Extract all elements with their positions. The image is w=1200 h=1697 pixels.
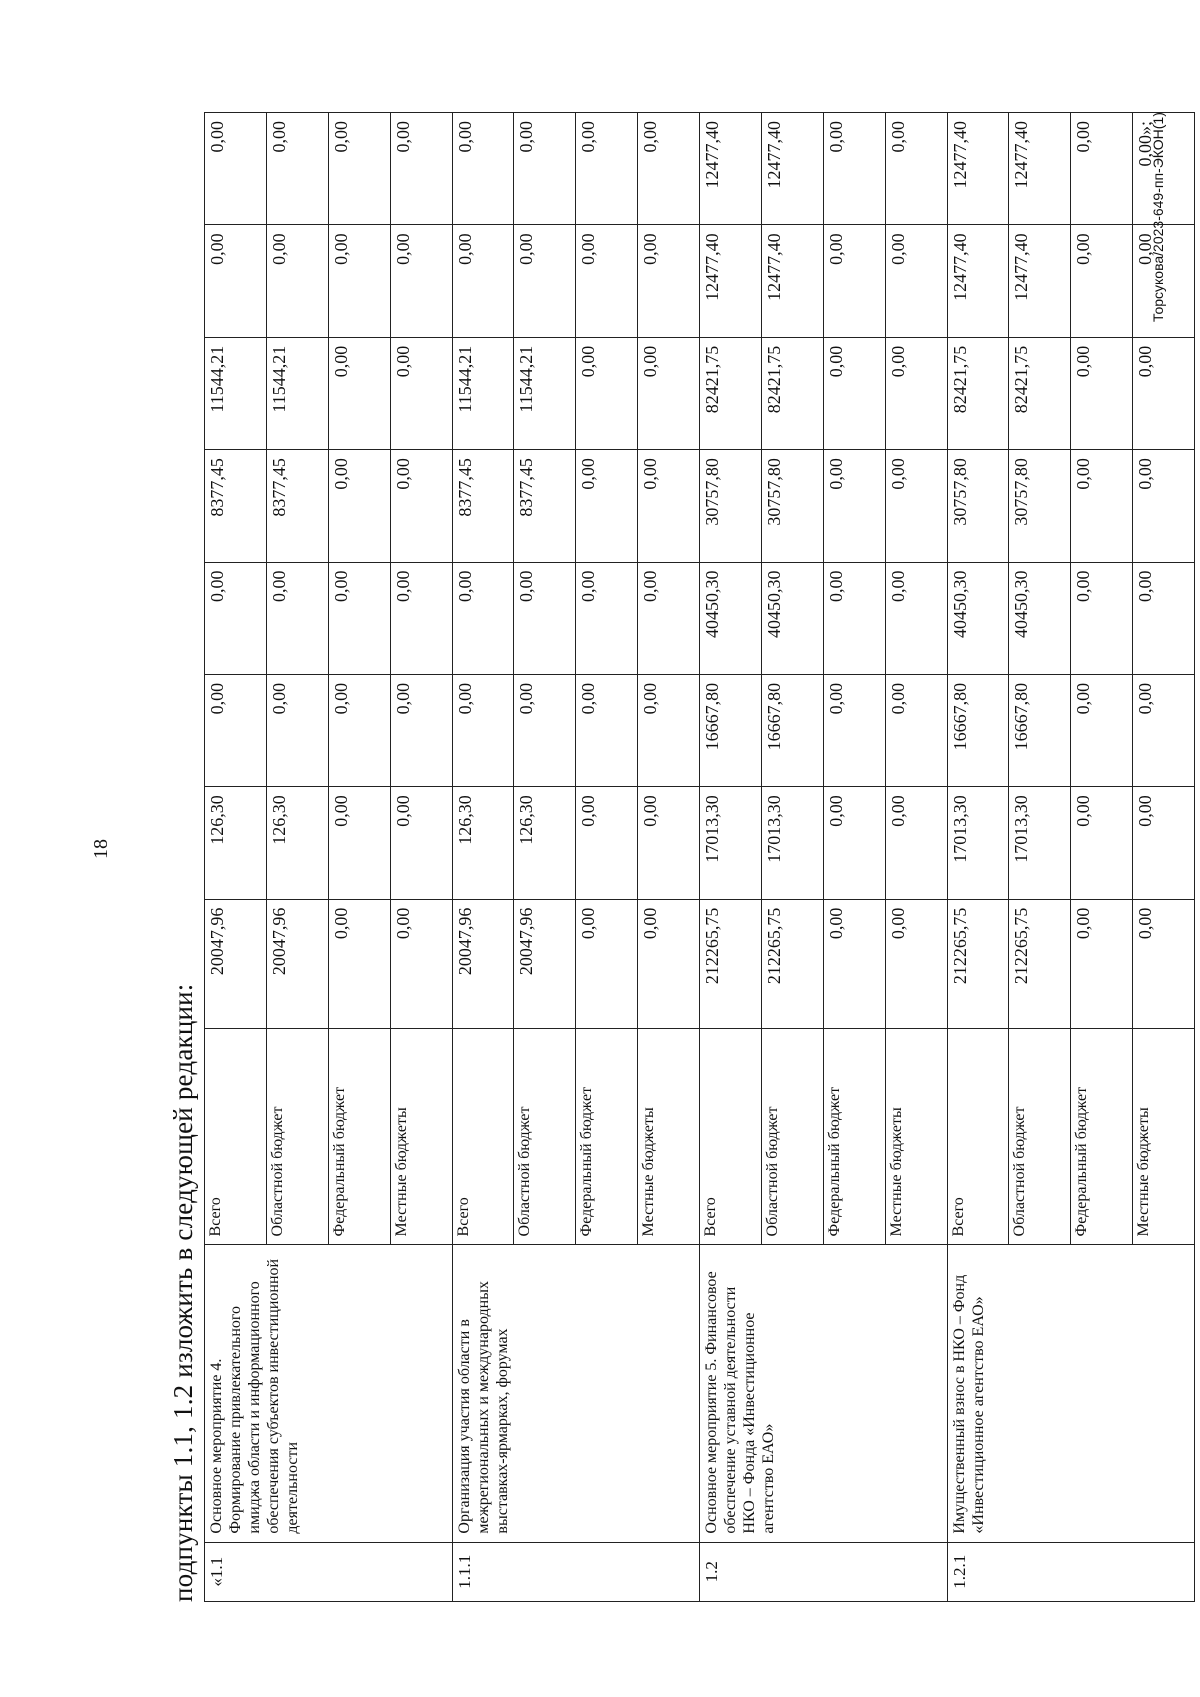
value-cell: 0,00 xyxy=(638,113,700,225)
value-cell: 16667,80 xyxy=(947,674,1009,786)
value-cell: 12477,40 xyxy=(947,113,1009,225)
value-cell: 82421,75 xyxy=(761,337,823,449)
row-number: 1.1.1 xyxy=(452,1542,700,1601)
value-cell: 212265,75 xyxy=(761,899,823,1029)
value-cell: 30757,80 xyxy=(1009,450,1071,562)
value-cell: 0,00 xyxy=(1071,337,1133,449)
value-cell: 0,00 xyxy=(576,899,638,1029)
table-row xyxy=(452,113,514,1602)
row-number: 1.2.1 xyxy=(947,1542,1195,1601)
row-number: 1.2 xyxy=(700,1542,948,1601)
value-cell: 0,00 xyxy=(205,674,267,786)
value-cell: 0,00 xyxy=(390,787,452,899)
value-cell: 0,00 xyxy=(205,225,267,337)
funding-source: Областной бюджет xyxy=(761,1029,823,1245)
value-cell: 0,00 xyxy=(885,337,947,449)
value-cell: 0,00»; xyxy=(1133,113,1195,225)
intro-text: подпункты 1.1, 1.2 изложить в следующей редакции: xyxy=(168,983,198,1602)
value-cell: 12477,40 xyxy=(761,113,823,225)
value-cell: 126,30 xyxy=(452,787,514,899)
value-cell: 16667,80 xyxy=(761,674,823,786)
activity-name: Имущественный взнос в НКО – Фонд «Инвестиционное агентство ЕАО» xyxy=(947,1245,1195,1542)
funding-source: Всего xyxy=(205,1029,267,1245)
value-cell: 0,00 xyxy=(638,899,700,1029)
value-cell: 0,00 xyxy=(1071,899,1133,1029)
value-cell: 8377,45 xyxy=(452,450,514,562)
value-cell: 0,00 xyxy=(823,450,885,562)
value-cell: 126,30 xyxy=(514,787,576,899)
value-cell: 40450,30 xyxy=(947,562,1009,674)
value-cell: 30757,80 xyxy=(700,450,762,562)
value-cell: 0,00 xyxy=(390,899,452,1029)
value-cell: 0,00 xyxy=(514,562,576,674)
value-cell: 17013,30 xyxy=(761,787,823,899)
value-cell: 17013,30 xyxy=(1009,787,1071,899)
value-cell: 12477,40 xyxy=(700,113,762,225)
value-cell: 0,00 xyxy=(885,899,947,1029)
value-cell: 0,00 xyxy=(514,225,576,337)
activity-name: Основное мероприятие 5. Финансовое обеспечение уставной деятельности НКО – Фонда «Инвестиционное агентство ЕАО» xyxy=(700,1245,948,1542)
value-cell: 0,00 xyxy=(1071,225,1133,337)
value-cell: 0,00 xyxy=(823,225,885,337)
value-cell: 0,00 xyxy=(266,225,328,337)
value-cell: 40450,30 xyxy=(761,562,823,674)
row-number: «1.1 xyxy=(205,1542,453,1601)
value-cell: 126,30 xyxy=(266,787,328,899)
page-number: 18 xyxy=(90,839,112,859)
table-row xyxy=(700,113,762,1602)
value-cell: 0,00 xyxy=(885,113,947,225)
value-cell: 0,00 xyxy=(1071,113,1133,225)
value-cell: 11544,21 xyxy=(266,337,328,449)
value-cell: 0,00 xyxy=(390,450,452,562)
value-cell: 11544,21 xyxy=(205,337,267,449)
value-cell: 0,00 xyxy=(452,225,514,337)
value-cell: 8377,45 xyxy=(266,450,328,562)
value-cell: 0,00 xyxy=(266,674,328,786)
table-row xyxy=(205,113,267,1602)
value-cell: 0,00 xyxy=(885,450,947,562)
value-cell: 0,00 xyxy=(638,674,700,786)
value-cell: 20047,96 xyxy=(452,899,514,1029)
value-cell: 82421,75 xyxy=(947,337,1009,449)
value-cell: 0,00 xyxy=(1133,337,1195,449)
value-cell: 0,00 xyxy=(1133,225,1195,337)
value-cell: 0,00 xyxy=(823,562,885,674)
funding-source: Местные бюджеты xyxy=(638,1029,700,1245)
value-cell: 0,00 xyxy=(1071,787,1133,899)
value-cell: 0,00 xyxy=(328,787,390,899)
value-cell: 0,00 xyxy=(205,113,267,225)
value-cell: 0,00 xyxy=(1133,674,1195,786)
value-cell: 20047,96 xyxy=(266,899,328,1029)
value-cell: 0,00 xyxy=(638,225,700,337)
footer-text: Торсукова/2023-649-пп-ЭКОН(1) xyxy=(1150,112,1166,322)
funding-source: Местные бюджеты xyxy=(1133,1029,1195,1245)
funding-source: Федеральный бюджет xyxy=(823,1029,885,1245)
value-cell: 0,00 xyxy=(823,674,885,786)
value-cell: 0,00 xyxy=(1133,787,1195,899)
value-cell: 12477,40 xyxy=(947,225,1009,337)
funding-source: Областной бюджет xyxy=(514,1029,576,1245)
value-cell: 8377,45 xyxy=(205,450,267,562)
value-cell: 0,00 xyxy=(390,674,452,786)
value-cell: 40450,30 xyxy=(700,562,762,674)
value-cell: 0,00 xyxy=(576,113,638,225)
value-cell: 0,00 xyxy=(328,450,390,562)
value-cell: 20047,96 xyxy=(514,899,576,1029)
value-cell: 40450,30 xyxy=(1009,562,1071,674)
value-cell: 0,00 xyxy=(1133,450,1195,562)
value-cell: 30757,80 xyxy=(761,450,823,562)
value-cell: 16667,80 xyxy=(700,674,762,786)
funding-source: Местные бюджеты xyxy=(885,1029,947,1245)
value-cell: 0,00 xyxy=(390,113,452,225)
value-cell: 8377,45 xyxy=(514,450,576,562)
value-cell: 0,00 xyxy=(1133,899,1195,1029)
value-cell: 0,00 xyxy=(885,787,947,899)
funding-source: Областной бюджет xyxy=(1009,1029,1071,1245)
value-cell: 11544,21 xyxy=(452,337,514,449)
value-cell: 0,00 xyxy=(638,337,700,449)
funding-source: Федеральный бюджет xyxy=(1071,1029,1133,1245)
budget-table xyxy=(204,112,1195,1602)
table-body xyxy=(205,113,1195,1602)
activity-name: Основное мероприятие 4. Формирование привлекательного имиджа области и информационного обеспечения субъектов инвестиционной деятельности xyxy=(205,1245,453,1542)
value-cell: 0,00 xyxy=(266,113,328,225)
value-cell: 0,00 xyxy=(885,674,947,786)
value-cell: 16667,80 xyxy=(1009,674,1071,786)
value-cell: 0,00 xyxy=(638,562,700,674)
value-cell: 0,00 xyxy=(638,450,700,562)
value-cell: 212265,75 xyxy=(947,899,1009,1029)
value-cell: 0,00 xyxy=(328,225,390,337)
value-cell: 0,00 xyxy=(576,337,638,449)
value-cell: 0,00 xyxy=(823,787,885,899)
funding-source: Всего xyxy=(947,1029,1009,1245)
value-cell: 0,00 xyxy=(390,562,452,674)
value-cell: 12477,40 xyxy=(700,225,762,337)
value-cell: 212265,75 xyxy=(700,899,762,1029)
value-cell: 0,00 xyxy=(328,899,390,1029)
value-cell: 0,00 xyxy=(823,899,885,1029)
value-cell: 0,00 xyxy=(328,113,390,225)
value-cell: 30757,80 xyxy=(947,450,1009,562)
funding-source: Федеральный бюджет xyxy=(576,1029,638,1245)
value-cell: 0,00 xyxy=(390,337,452,449)
value-cell: 0,00 xyxy=(452,113,514,225)
value-cell: 0,00 xyxy=(452,674,514,786)
value-cell: 20047,96 xyxy=(205,899,267,1029)
value-cell: 126,30 xyxy=(205,787,267,899)
value-cell: 0,00 xyxy=(885,225,947,337)
value-cell: 0,00 xyxy=(205,562,267,674)
value-cell: 0,00 xyxy=(390,225,452,337)
funding-source: Местные бюджеты xyxy=(390,1029,452,1245)
value-cell: 0,00 xyxy=(328,562,390,674)
value-cell: 82421,75 xyxy=(700,337,762,449)
value-cell: 0,00 xyxy=(1071,562,1133,674)
funding-source: Областной бюджет xyxy=(266,1029,328,1245)
value-cell: 17013,30 xyxy=(947,787,1009,899)
value-cell: 12477,40 xyxy=(1009,113,1071,225)
value-cell: 0,00 xyxy=(576,787,638,899)
value-cell: 0,00 xyxy=(823,113,885,225)
value-cell: 11544,21 xyxy=(514,337,576,449)
value-cell: 0,00 xyxy=(514,674,576,786)
value-cell: 82421,75 xyxy=(1009,337,1071,449)
value-cell: 212265,75 xyxy=(1009,899,1071,1029)
value-cell: 0,00 xyxy=(514,113,576,225)
value-cell: 17013,30 xyxy=(700,787,762,899)
table-row xyxy=(947,113,1009,1602)
value-cell: 0,00 xyxy=(823,337,885,449)
value-cell: 0,00 xyxy=(1071,450,1133,562)
activity-name: Организация участия области в межрегиональных и международных выставках-ярмарках, форумах xyxy=(452,1245,700,1542)
value-cell: 12477,40 xyxy=(761,225,823,337)
value-cell: 0,00 xyxy=(576,562,638,674)
value-cell: 0,00 xyxy=(1071,674,1133,786)
value-cell: 0,00 xyxy=(638,787,700,899)
value-cell: 0,00 xyxy=(328,674,390,786)
value-cell: 0,00 xyxy=(1133,562,1195,674)
value-cell: 0,00 xyxy=(452,562,514,674)
value-cell: 0,00 xyxy=(576,225,638,337)
funding-source: Федеральный бюджет xyxy=(328,1029,390,1245)
value-cell: 0,00 xyxy=(576,674,638,786)
funding-source: Всего xyxy=(452,1029,514,1245)
value-cell: 0,00 xyxy=(328,337,390,449)
value-cell: 0,00 xyxy=(266,562,328,674)
value-cell: 0,00 xyxy=(576,450,638,562)
funding-source: Всего xyxy=(700,1029,762,1245)
value-cell: 0,00 xyxy=(885,562,947,674)
value-cell: 12477,40 xyxy=(1009,225,1071,337)
